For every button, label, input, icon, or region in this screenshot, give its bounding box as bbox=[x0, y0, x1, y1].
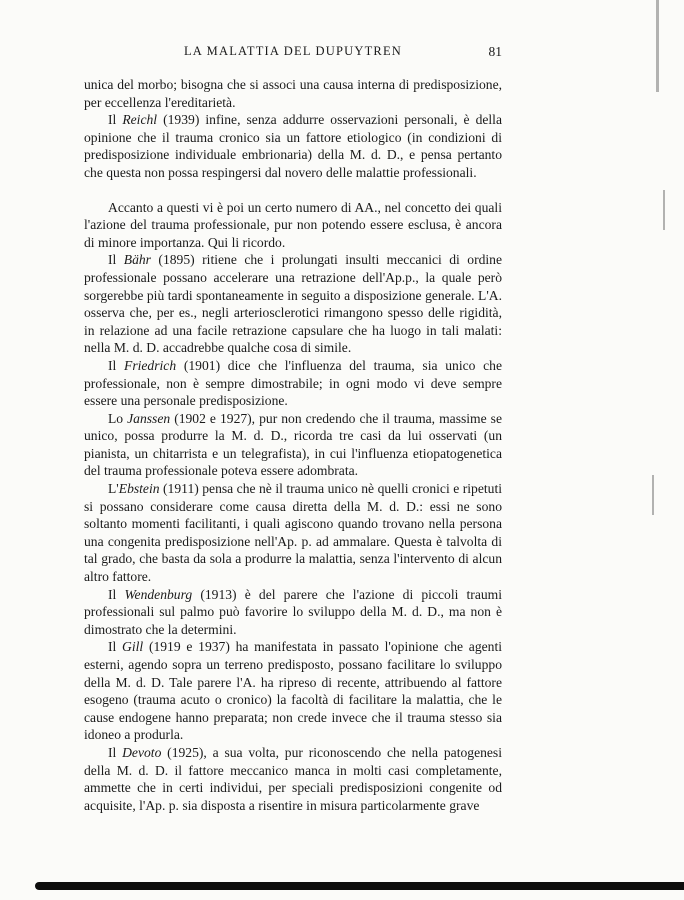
scan-margin-mark bbox=[663, 190, 665, 230]
text-segment: (1913) è del parere che l'azione di piccoli traumi professionali sul palmo può favorire lo sviluppo della M. d. D., ma non è dimostrato che la determini. bbox=[84, 586, 503, 637]
text-segment: Accanto a questi vi è poi un certo numero di AA., nel concetto dei quali l'azione del trauma professionale, pur non potendo essere esclusa, è ancora di minore importanza. Qui li ricordo. bbox=[84, 199, 502, 250]
text-segment: Il bbox=[108, 744, 123, 760]
text-segment: (1925), a sua volta, pur riconoscendo che nella patogenesi della M. d. D. il fattore meccanico manca in molti casi completamente, ammette che in certi individui, per speciali predisposizioni congenite od acquisite, l'Ap. p. sia disposta a risentire in misura particolarmente grave bbox=[84, 744, 502, 813]
cited-author: Devoto bbox=[122, 744, 162, 760]
text-segment: (1939) infine, senza addurre osservazioni personali, è della opinione che il trauma cronico sia un fattore etiologico (in condizioni di predisposizione individuale embrionaria) della M. d. D., e pensa pertanto che questa non possa respingersi dal novero delle malattie professionali. bbox=[84, 112, 502, 180]
cited-author: Gill bbox=[122, 639, 144, 655]
running-header bbox=[84, 44, 502, 64]
cited-author: Bähr bbox=[123, 252, 151, 268]
text-segment: (1901) dice che l'influenza del trauma, sia unico che professionale, non è sempre dimostrabile; in ogni modo vi deve sempre essere una personale predisposizione. bbox=[84, 357, 503, 409]
text-segment: unica del morbo; bisogna che si associ una causa interna di predisposizione, per eccellenza l'ereditarietà. bbox=[84, 77, 502, 110]
scan-edge-bar bbox=[35, 882, 684, 890]
running-title: LA MALATTIA DEL DUPUYTREN bbox=[183, 44, 403, 58]
text-segment: (1911) pensa che nè il trauma unico nè quelli cronici e ripetuti si possano considerare come causa diretta della M. d. D.: essi ne sono soltanto momenti facilitanti, i quali agiscono quando trovano nella persona una congenita predisposizione nell'Ap. p. ad ammalare. Questa è talvolta di tal grado, che basta da sola a produrre la malattia, senza l'intervento di alcun altro fattore. bbox=[84, 481, 502, 585]
text-segment: (1895) ritiene che i prolungati insulti meccanici di ordine professionale possano accelerare una retrazione dell'Ap.p., la quale però sorgerebbe più tardi spontaneamente in seguito a disposizione generale. L'A. osserva che, per es., negli arteriosclerotici rimangono spesso delle rigidità, in relazione ad una facile retrazione capsulare che ha luogo in tali malati: nella M. d. D. accadrebbe qualche cosa di simile. bbox=[84, 252, 503, 356]
paragraph bbox=[84, 586, 502, 639]
scan-margin-mark bbox=[656, 0, 659, 92]
cited-author: Janssen bbox=[127, 410, 171, 426]
body-text bbox=[84, 76, 502, 814]
paragraph bbox=[84, 744, 502, 814]
text-segment: Il bbox=[108, 357, 125, 373]
text-segment: Il bbox=[108, 252, 124, 268]
text-segment: L' bbox=[108, 481, 119, 497]
text-segment: Il bbox=[108, 639, 123, 655]
paragraph bbox=[84, 357, 502, 410]
page-number: 81 bbox=[488, 44, 502, 59]
text-segment: (1919 e 1937) ha manifestata in passato l'opinione che agenti esterni, agendo sopra un terreno predisposto, possano facilitare lo sviluppo della M. d. D. Tale parere l'A. ha ripreso di recente, attribuendo al fattore esogeno (trauma acuto o cronico) la facoltà di facilitare la malattia, che le cause endogene hanno preparata; non crede invece che il trauma stesso sia idoneo a produrla. bbox=[84, 639, 502, 743]
paragraph bbox=[84, 480, 502, 586]
cited-author: Wendenburg bbox=[124, 586, 193, 602]
paragraph bbox=[84, 111, 502, 181]
scan-margin-mark bbox=[652, 475, 654, 515]
paragraph bbox=[84, 199, 502, 252]
paragraph bbox=[84, 638, 502, 744]
text-segment: Lo bbox=[108, 410, 128, 426]
text-segment: Il bbox=[108, 586, 125, 602]
cited-author: Ebstein bbox=[118, 481, 160, 497]
paragraph bbox=[84, 76, 502, 111]
text-segment: (1902 e 1927), pur non credendo che il trauma, massime se unico, possa produrre la M. d. D., ricorda tre casi da lui osservati (un pianista, un chitarrista e un telegrafista), in cui l'influenza etiopatogenetica del trauma professionale poteva essere adombrata. bbox=[84, 410, 502, 479]
text-segment: Il bbox=[108, 112, 123, 128]
cited-author: Reichl bbox=[122, 112, 158, 128]
paragraph bbox=[84, 410, 502, 480]
cited-author: Friedrich bbox=[124, 357, 177, 373]
paragraph bbox=[84, 251, 502, 357]
